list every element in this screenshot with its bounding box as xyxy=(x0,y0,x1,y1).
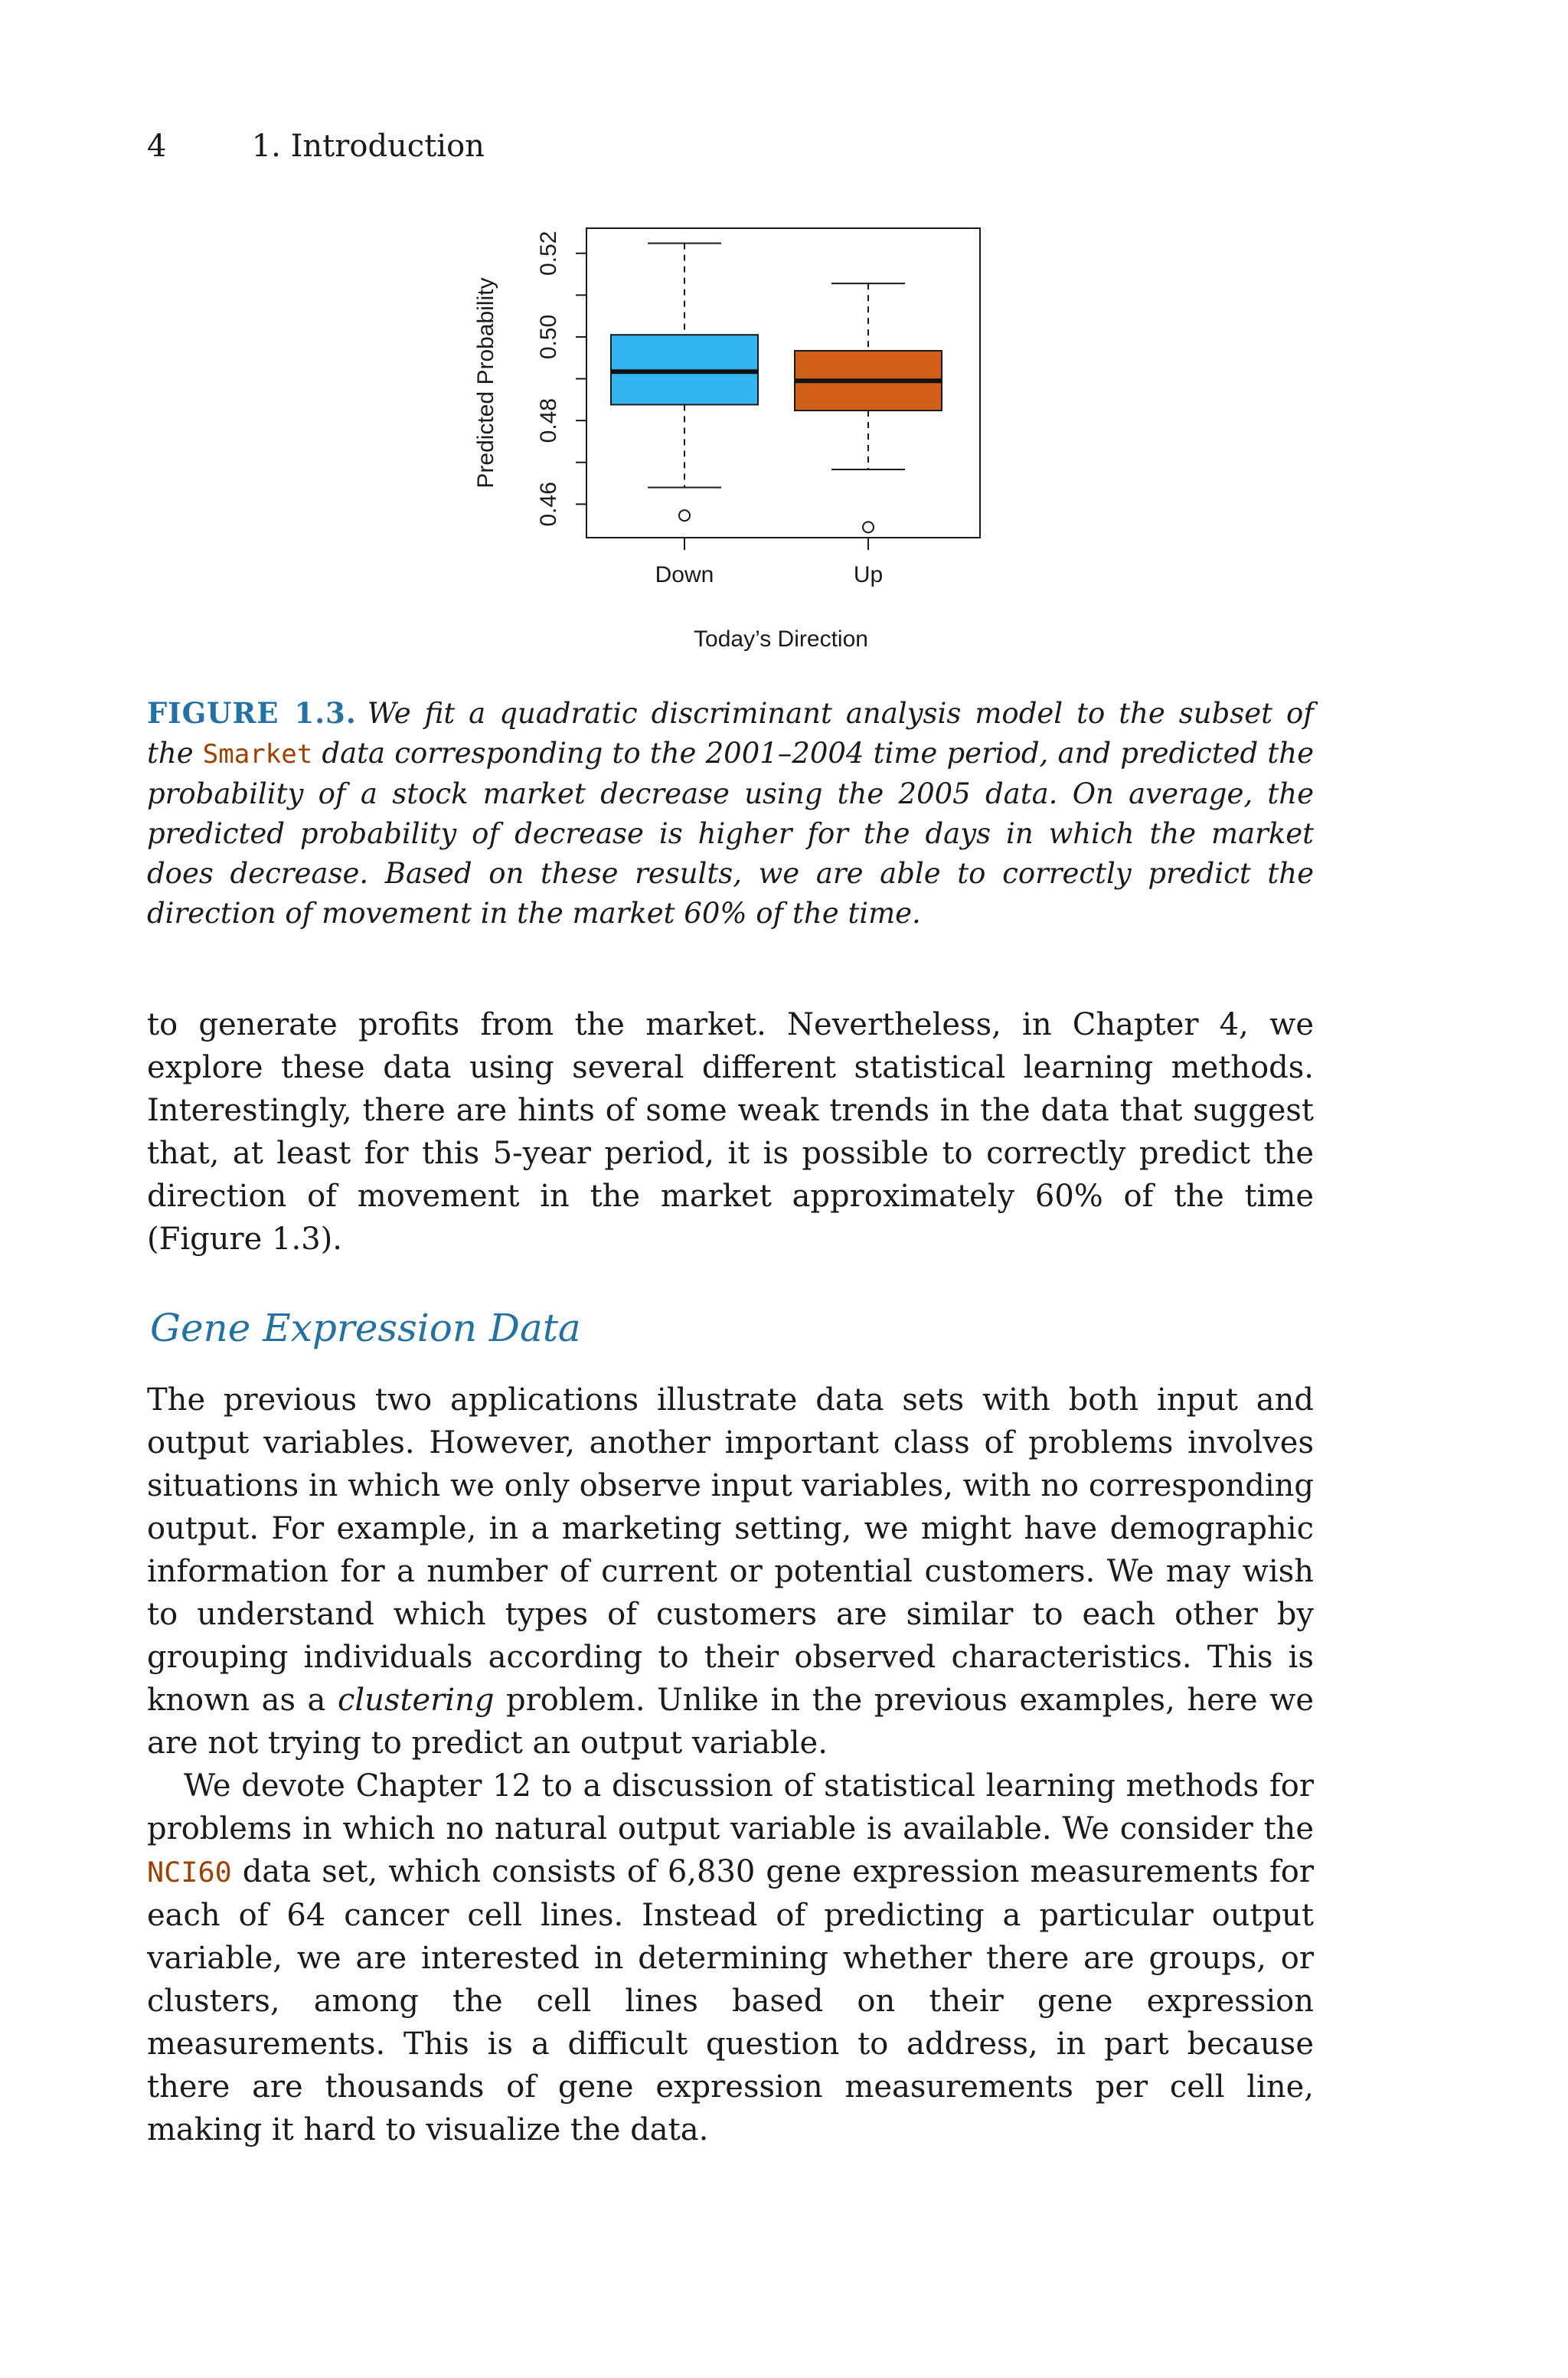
boxes xyxy=(611,244,942,533)
chapter-title: 1. Introduction xyxy=(251,129,485,164)
page-number: 4 xyxy=(147,129,167,164)
paragraph-b-text-2: data set, which consists of 6,830 gene expression measurements for each of 64 cancer cell lines. Instead of predicting a particular output variable, we are interested in determining whether there are groups, or clusters, among the cell lines based on their gene expression measurements. This is a difficult question to address, in part because there are thousands of gene expression measurements per cell line, making it hard to visualize the data. xyxy=(147,1854,1314,2147)
box-down xyxy=(611,244,758,521)
emphasis-clustering: clustering xyxy=(337,1683,495,1718)
running-head xyxy=(147,129,485,164)
boxplot-chart xyxy=(429,207,1011,666)
outlier-point xyxy=(863,522,874,532)
y-axis-label: Predicted Probability xyxy=(473,277,498,489)
caption-text-2: data corresponding to the 2001–2004 time period, and predicted the probability of a stock market decrease using the 2005 data. On average, the predicted probability of decrease is higher for the days in which the market does decrease. Based on these results, we are able to correctly predict the direction of movement in the market 60% of the time. xyxy=(147,737,1314,930)
y-tick-label: 0.46 xyxy=(536,482,561,527)
outlier-point xyxy=(679,510,690,521)
figure-label: FIGURE 1.3. xyxy=(147,696,357,730)
paragraph-b-text-1: We devote Chapter 12 to a discussion of statistical learning methods for problems in which no natural output variable is available. We consider the xyxy=(147,1768,1314,1846)
x-tick-label: Up xyxy=(853,562,884,587)
box-up xyxy=(795,283,942,532)
section-body xyxy=(147,1379,1314,2151)
caption-code-smarket: Smarket xyxy=(202,739,313,770)
paragraph-b xyxy=(147,1765,1314,2151)
paragraph-a-text-2: problem. Unlike in the previous examples, here we are not trying to predict an output variable. xyxy=(147,1683,1315,1761)
caption-text-1: We fit a quadratic discriminant analysis model to the subset of the xyxy=(147,697,1314,770)
x-axis xyxy=(655,538,884,587)
paragraph-a xyxy=(147,1379,1314,1765)
y-axis xyxy=(536,231,586,527)
y-tick-label: 0.52 xyxy=(536,231,561,276)
section-heading: Gene Expression Data xyxy=(150,1306,581,1350)
x-tick-label: Down xyxy=(655,562,714,587)
body-paragraph-1 xyxy=(147,1003,1314,1261)
y-tick-label: 0.50 xyxy=(536,314,561,360)
code-nci60: NCI60 xyxy=(147,1856,232,1889)
y-tick-label: 0.48 xyxy=(536,397,561,443)
x-axis-label: Today’s Direction xyxy=(694,626,868,652)
paragraph-a-text-1: The previous two applications illustrate data sets with both input and output variables. However, another important class of problems involves situations in which we only observe input variables, with no corresponding output. For example, in a marketing setting, we might have demographic information for a number of current or potential customers. We may wish to understand which types of customers are similar to each other by grouping individuals according to their observed characteristics. This is known as a xyxy=(147,1382,1314,1718)
figure-caption xyxy=(147,693,1314,934)
paragraph-text: to generate profits from the market. Nevertheless, in Chapter 4, we explore these data using several different statistical learning methods. Interestingly, there are hints of some weak trends in the data that suggest that, at least for this 5-year period, it is possible to correctly predict the direction of movement in the market approximately 60% of the time (Figure 1.3). xyxy=(147,1007,1314,1257)
figure-boxplot xyxy=(429,207,1011,666)
